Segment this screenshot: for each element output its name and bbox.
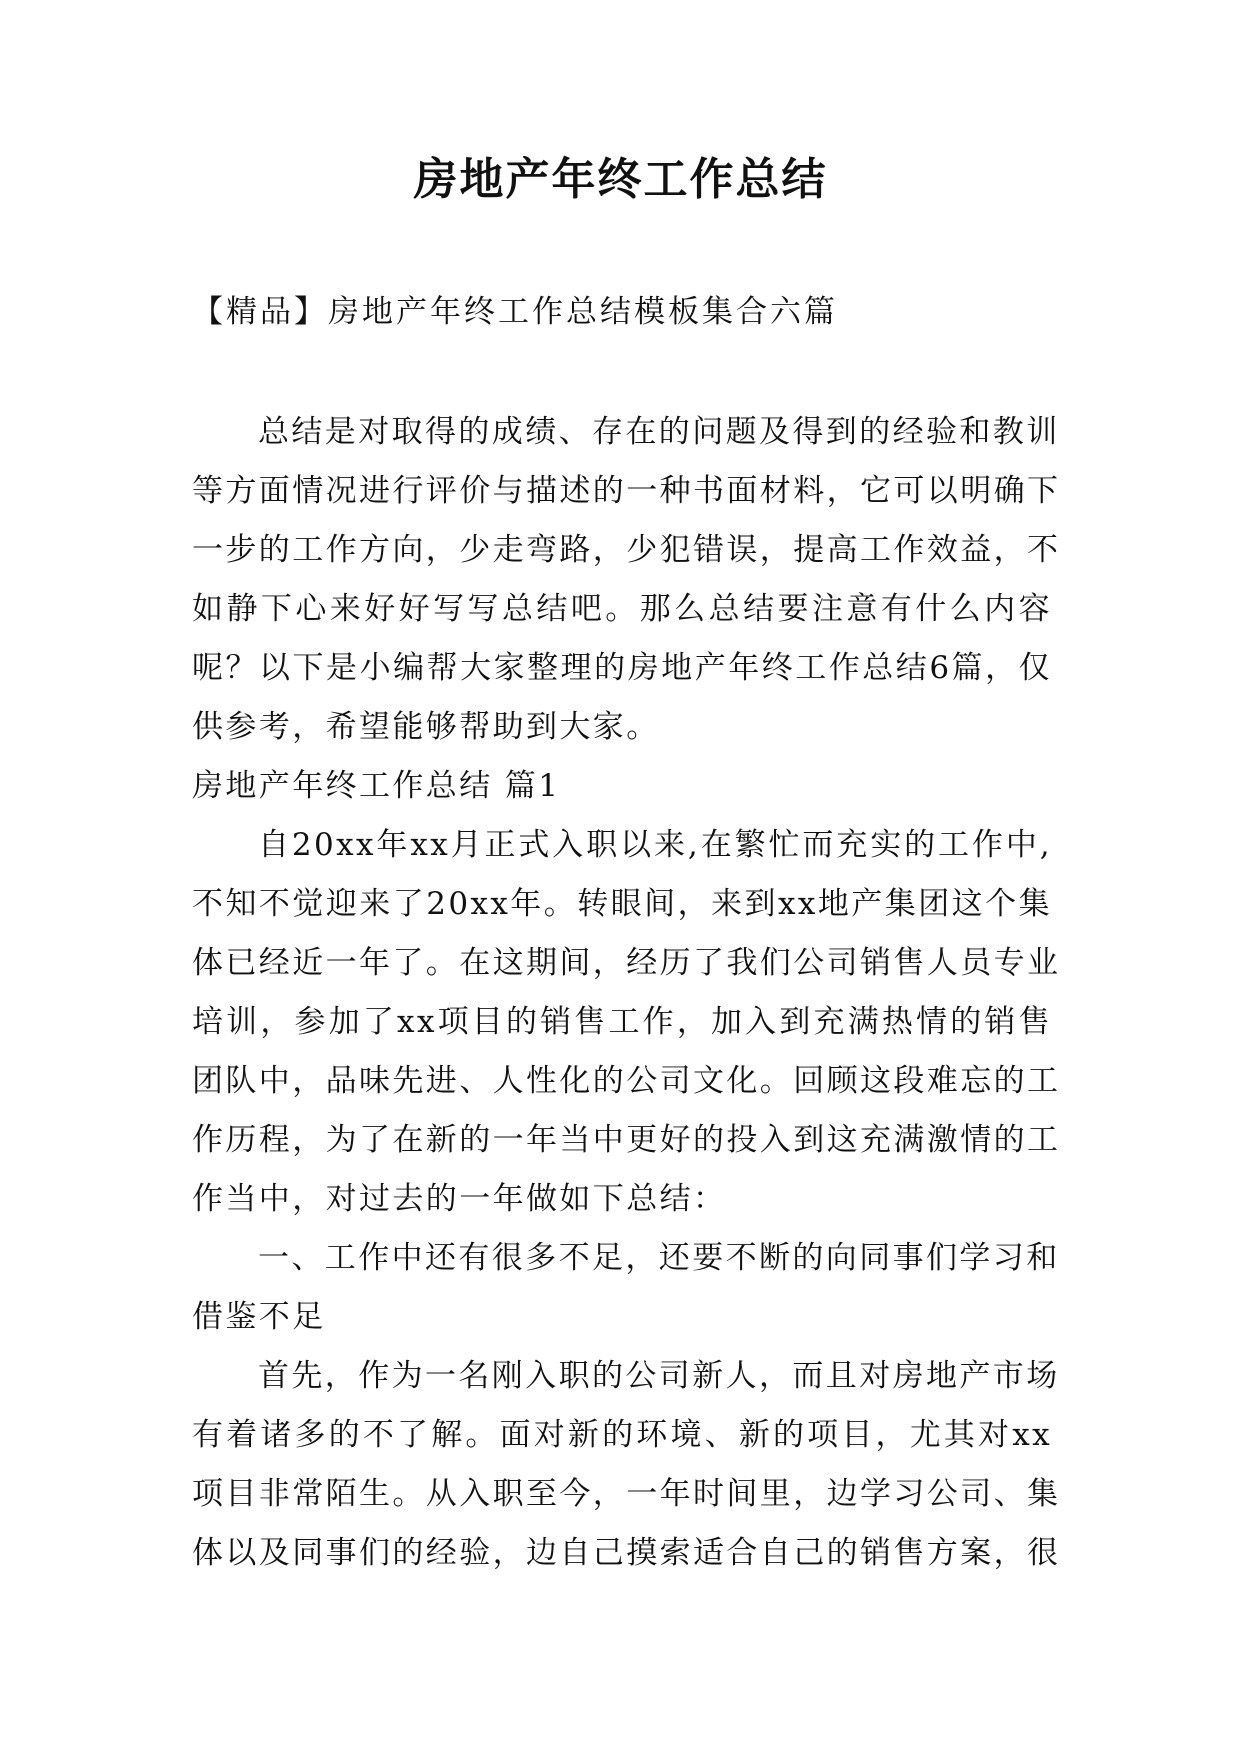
paragraph-line: 等方面情况进行评价与描述的一种书面材料，它可以明确下	[192, 473, 1061, 509]
paragraph-line: 总结是对取得的成绩、存在的问题及得到的经验和教训	[258, 414, 1060, 450]
paragraph-line: 体以及同事们的经验，边自己摸索适合自己的销售方案，很	[192, 1535, 1061, 1571]
paragraph-line: 作历程，为了在新的一年当中更好的投入到这充满激情的工	[192, 1122, 1061, 1158]
paragraph-line: 作当中，对过去的一年做如下总结：	[192, 1181, 727, 1217]
paragraph-line: 一、工作中还有很多不足，还要不断的向同事们学习和	[258, 1240, 1060, 1276]
paragraph-line: 项目非常陌生。从入职至今，一年时间里，边学习公司、集	[192, 1476, 1061, 1512]
paragraph-line: 有着诸多的不了解。面对新的环境、新的项目，尤其对xx	[192, 1417, 1052, 1453]
paragraph-line: 借鉴不足	[192, 1299, 326, 1335]
document-body	[192, 403, 1061, 1583]
section-heading: 房地产年终工作总结 篇1	[192, 768, 561, 804]
paragraph-line: 如静下心来好好写写总结吧。那么总结要注意有什么内容	[192, 591, 1052, 627]
paragraph-line: 自20xx年xx月正式入职以来,在繁忙而充实的工作中,	[258, 827, 1052, 863]
paragraph-line: 团队中，品味先进、人性化的公司文化。回顾这段难忘的工	[192, 1063, 1061, 1099]
paragraph-line: 培训，参加了xx项目的销售工作，加入到充满热情的销售	[192, 1004, 1052, 1040]
paragraph-line: 体已经近一年了。在这期间，经历了我们公司销售人员专业	[192, 945, 1061, 981]
paragraph-line: 一步的工作方向，少走弯路，少犯错误，提高工作效益，不	[192, 532, 1061, 568]
paragraph-line: 首先，作为一名刚入职的公司新人，而且对房地产市场	[258, 1358, 1060, 1394]
paragraph-line: 供参考，希望能够帮助到大家。	[192, 709, 660, 745]
paragraph-line: 不知不觉迎来了20xx年。转眼间，来到xx地产集团这个集	[192, 886, 1052, 922]
paragraph-line: 呢？以下是小编帮大家整理的房地产年终工作总结6篇，仅	[192, 650, 1052, 686]
document-title: 房地产年终工作总结	[413, 154, 828, 205]
document-subtitle: 【精品】房地产年终工作总结模板集合六篇	[192, 294, 838, 330]
